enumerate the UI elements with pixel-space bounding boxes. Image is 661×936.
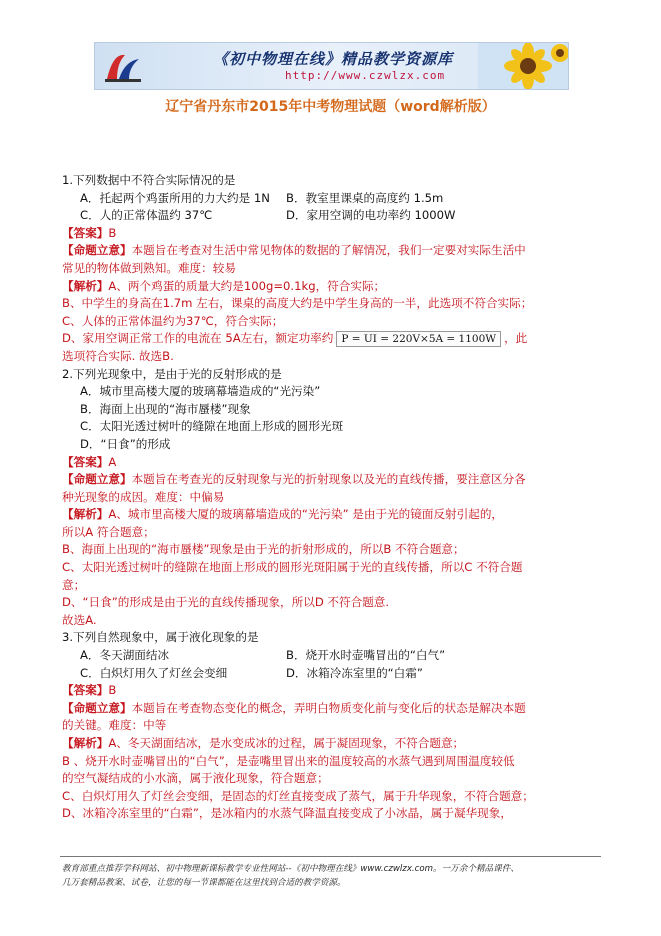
sunflower-icon [478, 43, 568, 89]
analysis-text: 故选A. [62, 612, 97, 627]
option-right: D．家用空调的电功率约 1000W [286, 208, 456, 223]
analysis-line [62, 330, 622, 348]
option-row [62, 436, 622, 454]
option-row [62, 647, 622, 665]
answer-text: A [108, 454, 117, 469]
analysis-line [62, 348, 622, 366]
analysis-line [62, 313, 622, 331]
analysis-text: B 、烧开水时壶嘴冒出的“白气”，是壶嘴里冒出来的温度较高的水蒸气遇到周围温度较低 [62, 753, 515, 768]
answer-line [62, 225, 622, 243]
option-text: C．太阳光透过树叶的缝隙在地面上形成的圆形光斑 [80, 419, 344, 434]
analysis-line [62, 524, 622, 542]
answer-tag: 【答案】 [62, 454, 109, 469]
answer-line [62, 682, 622, 700]
site-logo-icon [103, 49, 143, 83]
answer-tag: 【解析】 [62, 736, 109, 750]
footer-divider [60, 856, 601, 857]
option-row [62, 383, 622, 401]
question-stem [62, 629, 622, 647]
option-right: B．烧开水时壶嘴冒出的“白气” [286, 648, 446, 663]
answer-tag: 【命题立意】 [62, 700, 132, 715]
analysis-line [62, 577, 622, 595]
answer-line [62, 278, 622, 296]
option-text: D．“日食”的形成 [80, 436, 171, 451]
option-row [62, 207, 622, 225]
answer-text: B [108, 683, 117, 698]
analysis-line [62, 594, 622, 612]
answer-tag: 【命题立意】 [62, 472, 132, 487]
header-banner [94, 42, 569, 90]
analysis-line [62, 295, 622, 313]
answer-text: B [108, 225, 117, 240]
option-left: A．冬天湖面结冰 [80, 648, 170, 663]
question-stem [62, 366, 622, 384]
power-formula: P = UI = 220V×5A = 1100W [336, 331, 501, 347]
option-right: D．冰箱冷冻室里的“白霜” [286, 665, 423, 680]
analysis-text: 常见的物体做到熟知。难度：较易 [62, 260, 236, 275]
answer-text: A、两个鸡蛋的质量大约是100g=0.1kg，符合实际； [108, 278, 386, 293]
analysis-text: 的空气凝结成的小水滴，属于液化现象，符合题意； [62, 771, 329, 786]
answer-line [62, 454, 622, 472]
page-footer [62, 862, 602, 890]
option-row [62, 665, 622, 683]
analysis-line [62, 805, 622, 823]
answer-line [62, 700, 622, 718]
question-text: 1.下列数据中不符合实际情况的是 [62, 173, 236, 187]
document-title: 辽宁省丹东市2015年中考物理试题（word解析版） [165, 99, 496, 115]
analysis-line [62, 717, 622, 735]
analysis-text: 意； [62, 577, 86, 592]
answer-line [62, 735, 622, 753]
answer-text: 本题旨在考查光的反射现象与光的折射现象以及光的直线传播，要注意区分各 [131, 472, 526, 487]
analysis-text: 选项符合实际. 故选B. [62, 348, 174, 363]
footer-line-2: 几万套精品教案、试卷，让您的每一节课都能在这里找到合适的教学资源。 [62, 878, 346, 888]
option-text: B．海面上出现的“海市蜃楼”现象 [80, 401, 251, 416]
answer-line [62, 242, 622, 260]
answer-tag: 【解析】 [62, 278, 109, 293]
analysis-text: 种光现象的成因。难度：中偏易 [62, 489, 225, 504]
answer-text: A、冬天湖面结冰，是水变成冰的过程，属于凝固现象，不符合题意； [108, 736, 465, 750]
answer-tag: 【命题立意】 [62, 243, 132, 258]
option-left: A．托起两个鸡蛋所用的力大约是 1N [80, 190, 270, 205]
analysis-text: 所以A 符合题意； [62, 524, 155, 539]
analysis-text-tail: ，此 [504, 331, 528, 346]
banner-url: http://www.czwlzx.com [285, 69, 446, 82]
analysis-text: C、白炽灯用久了灯丝会变细，是固态的灯丝直接变成了蒸气，属于升华现象，不符合题意； [62, 788, 534, 803]
question-stem [62, 172, 622, 190]
question-text: 3.下列自然现象中，属于液化现象的是 [62, 630, 259, 645]
analysis-text: C、人体的正常体温约为37℃，符合实际； [62, 313, 284, 328]
answer-text: 本题旨在考查对生活中常见物体的数据的了解情况，我们一定要对实际生活中 [131, 243, 526, 258]
answer-text: 本题旨在考查物态变化的概念，弄明白物质变化前与变化后的状态是解决本题 [131, 700, 526, 715]
option-text: A．城市里高楼大厦的玻璃幕墙造成的“光污染” [80, 384, 321, 399]
exam-content [62, 172, 622, 823]
analysis-text: B、中学生的身高在1.7m 左右，课桌的高度大约是中学生身高的一半，此选项不符合实际； [62, 296, 533, 311]
answer-line [62, 506, 622, 524]
analysis-text: D、“日食”的形成是由于光的直线传播现象，所以D 不符合题意. [62, 595, 390, 610]
option-left: C．人的正常体温约 37℃ [80, 208, 213, 223]
answer-tag: 【答案】 [62, 683, 109, 698]
footer-line-1: 教育部重点推荐学科网站、初中物理新课标教学专业性网站--《初中物理在线》www.czwlzx.com。一万余个精品课件、 [62, 864, 519, 874]
answer-tag: 【解析】 [62, 507, 109, 522]
analysis-line [62, 541, 622, 559]
analysis-line [62, 612, 622, 630]
answer-line [62, 471, 622, 489]
option-row [62, 401, 622, 419]
analysis-line [62, 770, 622, 788]
option-row [62, 418, 622, 436]
banner-title: 《初中物理在线》精品教学资源库 [213, 50, 454, 68]
question-text: 2.下列光现象中，是由于光的反射形成的是 [62, 366, 282, 381]
analysis-text: D、家用空调正常工作的电流在 5A左右，额定功率约 [62, 331, 334, 346]
analysis-line [62, 559, 622, 577]
analysis-text: B、海面上出现的“海市蜃楼”现象是由于光的折射形成的，所以B 不符合题意； [62, 542, 465, 557]
analysis-line [62, 788, 622, 806]
analysis-text: D、冰箱冷冻室里的“白霜”，是冰箱内的水蒸气降温直接变成了小冰晶，属于凝华现象， [62, 806, 512, 821]
analysis-line [62, 753, 622, 771]
analysis-text: C、太阳光透过树叶的缝隙在地面上形成的圆形光斑阳属于光的直线传播，所以C 不符合题 [62, 560, 523, 575]
analysis-line [62, 260, 622, 278]
answer-tag: 【答案】 [62, 225, 109, 240]
analysis-line [62, 489, 622, 507]
answer-text: A、城市里高楼大厦的玻璃幕墙造成的“光污染” 是由于光的镜面反射引起的， [108, 507, 504, 522]
option-left: C．白炽灯用久了灯丝会变细 [80, 665, 228, 680]
option-row [62, 190, 622, 208]
option-right: B．教室里课桌的高度约 1.5m [286, 190, 444, 205]
analysis-text: 的关键。难度：中等 [62, 718, 167, 733]
